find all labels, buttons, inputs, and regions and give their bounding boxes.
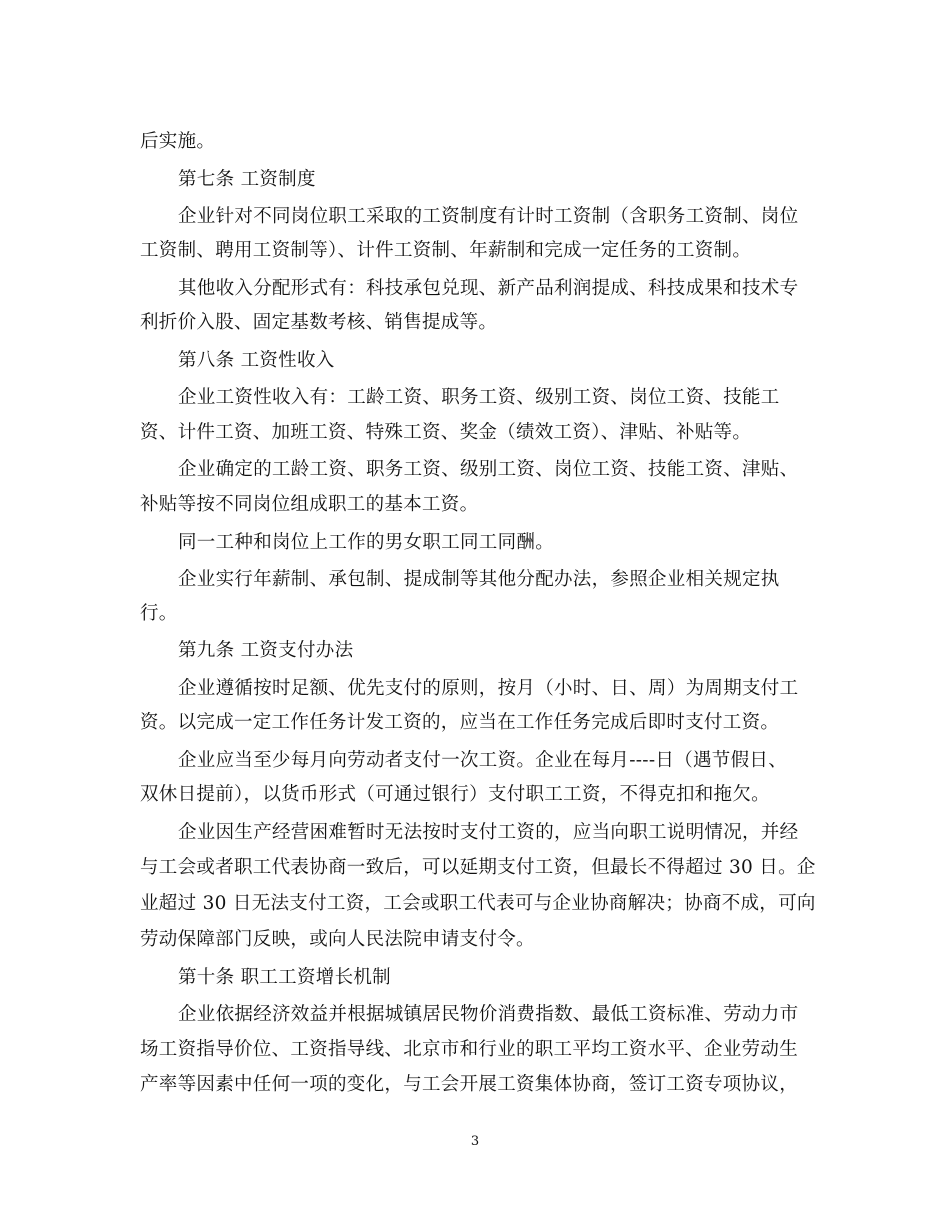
text-line: 企业确定的工龄工资、职务工资、级别工资、岗位工资、技能工资、津贴、 <box>178 459 799 480</box>
text-line: 行。 <box>140 603 178 624</box>
text-line: 产率等因素中任何一项的变化，与工会开展工资集体协商，签订工资专项协议， <box>140 1074 799 1095</box>
section-heading: 第七条 工资制度 <box>178 169 316 190</box>
text-line: 劳动保障部门反映，或向人民法院申请支付令。 <box>140 929 535 950</box>
text-line: 场工资指导价位、工资指导线、北京市和行业的职工平均工资水平、企业劳动生 <box>140 1039 799 1060</box>
text-line: 企业因生产经营困难暂时无法按时支付工资的，应当向职工说明情况，并经 <box>178 822 799 843</box>
text-line: 后实施。 <box>140 131 216 152</box>
text-line: 同一工种和岗位上工作的男女职工同工同酬。 <box>178 532 555 553</box>
section-heading: 第八条 工资性收入 <box>178 350 335 371</box>
text-line: 工资制、聘用工资制等）、计件工资制、年薪制和完成一定任务的工资制。 <box>140 240 752 261</box>
text-line: 补贴等按不同岗位组成职工的基本工资。 <box>140 494 479 515</box>
text-line: 业超过 30 日无法支付工资，工会或职工代表可与企业协商解决；协商不成，可向 <box>140 893 816 914</box>
text-line: 资、计件工资、加班工资、特殊工资、奖金（绩效工资）、津贴、补贴等。 <box>140 422 752 443</box>
section-heading: 第十条 职工工资增长机制 <box>178 967 391 988</box>
text-line: 企业应当至少每月向劳动者支付一次工资。企业在每月----日（遇节假日、 <box>178 750 788 771</box>
page-number: 3 <box>470 1134 480 1149</box>
text-line: 利折价入股、固定基数考核、销售提成等。 <box>140 312 498 333</box>
text-line: 资。以完成一定工作任务计发工资的，应当在工作任务完成后即时支付工资。 <box>140 712 780 733</box>
text-line: 其他收入分配形式有：科技承包兑现、新产品利润提成、科技成果和技术专 <box>178 278 799 299</box>
text-line: 与工会或者职工代表协商一致后，可以延期支付工资，但最长不得超过 30 日。企 <box>140 857 816 878</box>
section-heading: 第九条 工资支付办法 <box>178 640 354 661</box>
text-line: 双休日提前），以货币形式（可通过银行）支付职工工资，不得克扣和拖欠。 <box>140 784 770 805</box>
text-line: 企业依据经济效益并根据城镇居民物价消费指数、最低工资标准、劳动力市 <box>178 1004 799 1025</box>
text-line: 企业实行年薪制、承包制、提成制等其他分配办法，参照企业相关规定执 <box>178 569 780 590</box>
text-line: 企业工资性收入有：工龄工资、职务工资、级别工资、岗位工资、技能工 <box>178 387 780 408</box>
text-line: 企业遵循按时足额、优先支付的原则，按月（小时、日、周）为周期支付工 <box>178 678 799 699</box>
text-line: 企业针对不同岗位职工采取的工资制度有计时工资制（含职务工资制、岗位 <box>178 206 799 227</box>
